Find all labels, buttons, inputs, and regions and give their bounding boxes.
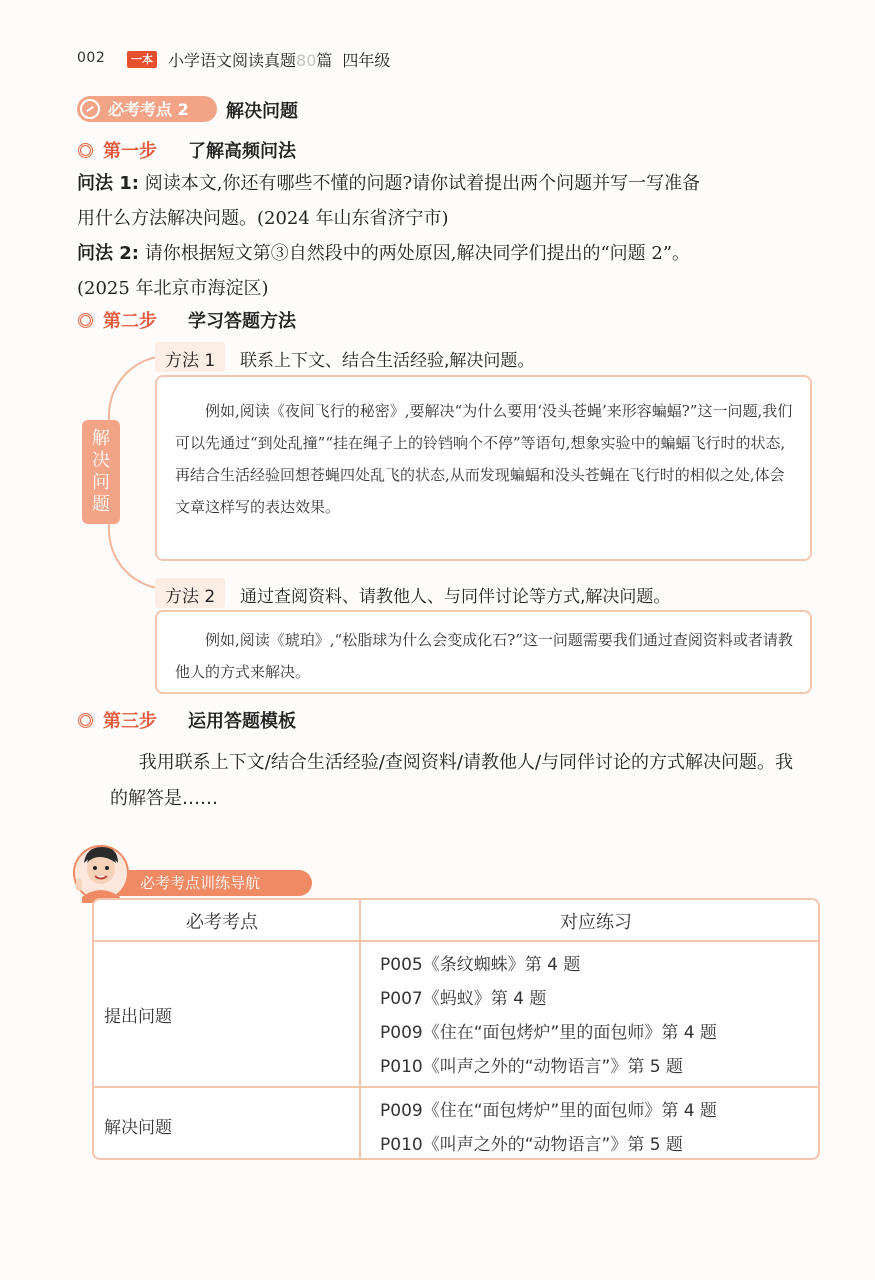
step1-title: 了解高频问法 [188, 141, 296, 162]
section-title: 解决问题 [226, 101, 298, 122]
q2-line2: (2025 年北京市海淀区) [77, 278, 269, 299]
method1-example: 例如,阅读《夜间飞行的秘密》,要解决“为什么要用‘没头苍蝇’来形容蝙蝠?”这一问题,我们可以先通过“到处乱撞”“挂在绳子上的铃铛响个不停”等语句,想象实验中的蝙蝠飞行时的状态,再结合生活经验回想苍蝇四处乱飞的状态,从而发现蝙蝠和没头苍蝇在飞行时的相似之处,体会文章这样写的表达效果。 [155, 375, 812, 561]
method2-example: 例如,阅读《琥珀》,“松脂球为什么会变成化石?”这一问题需要我们通过查阅资料或者请教他人的方式来解决。 [155, 610, 812, 694]
q1-line1: 阅读本文,你还有哪些不懂的问题?请你试着提出两个问题并写一写准备 [144, 173, 701, 194]
step2-label: 第二步 [103, 311, 157, 332]
row1-point: 提出问题 [104, 1007, 172, 1027]
book-grade: 四年级 [342, 51, 391, 70]
q2-line1: 请你根据短文第③自然段中的两处原因,解决同学们提出的“问题 2”。 [144, 243, 691, 264]
q1-label: 问法 1: [77, 173, 139, 194]
table-divider [359, 900, 361, 1158]
question-1 [77, 166, 837, 236]
q1-line2: 用什么方法解决问题。(2024 年山东省济宁市) [77, 208, 449, 229]
row2-item: P010《叫声之外的“动物语言”》第 5 题 [380, 1135, 683, 1155]
question-2 [77, 236, 857, 306]
step3-title: 运用答题模板 [188, 711, 296, 732]
table-divider [94, 1086, 818, 1088]
book-title [168, 48, 390, 71]
method2-text: 通过查阅资料、请教他人、与同伴讨论等方式,解决问题。 [240, 587, 671, 607]
answer-template: 我用联系上下文/结合生活经验/查阅资料/请教他人/与同伴讨论的方式解决问题。我的解答是…… [110, 752, 794, 809]
step3-label: 第三步 [103, 711, 157, 732]
brand-logo: 一本 [127, 51, 157, 68]
method1-tag: 方法 1 [155, 342, 225, 372]
row1-item: P005《条纹蜘蛛》第 4 题 [380, 955, 581, 975]
method1-text: 联系上下文、结合生活经验,解决问题。 [240, 351, 535, 371]
step-marker-icon [78, 143, 93, 158]
book-title-prefix: 小学语文阅读真题 [168, 51, 297, 70]
row1-item: P009《住在“面包烤炉”里的面包师》第 4 题 [380, 1023, 717, 1043]
book-title-suffix: 篇 [316, 51, 333, 70]
col-header-point: 必考考点 [186, 912, 258, 933]
step2-title: 学习答题方法 [188, 311, 296, 332]
step-marker-icon [78, 713, 93, 728]
side-tag: 解 决 问 题 [82, 420, 120, 524]
col-header-exercise: 对应练习 [560, 912, 632, 933]
nav-table [92, 898, 820, 1160]
step-marker-icon [78, 313, 93, 328]
row1-item: P007《蚂蚁》第 4 题 [380, 989, 547, 1009]
boy-avatar-icon [72, 841, 130, 905]
q2-label: 问法 2: [77, 243, 139, 264]
nav-badge: 必考考点训练导航 [118, 870, 312, 896]
pencil-icon [80, 99, 100, 119]
row1-item: P010《叫声之外的“动物语言”》第 5 题 [380, 1057, 683, 1077]
book-title-num: 80 [296, 51, 317, 70]
method2-tag: 方法 2 [155, 578, 225, 608]
row2-point: 解决问题 [104, 1118, 172, 1138]
section-pill-label: 必考考点 2 [108, 100, 189, 119]
page-number: 002 [77, 50, 106, 66]
step1-label: 第一步 [103, 141, 157, 162]
row2-item: P009《住在“面包烤炉”里的面包师》第 4 题 [380, 1101, 717, 1121]
